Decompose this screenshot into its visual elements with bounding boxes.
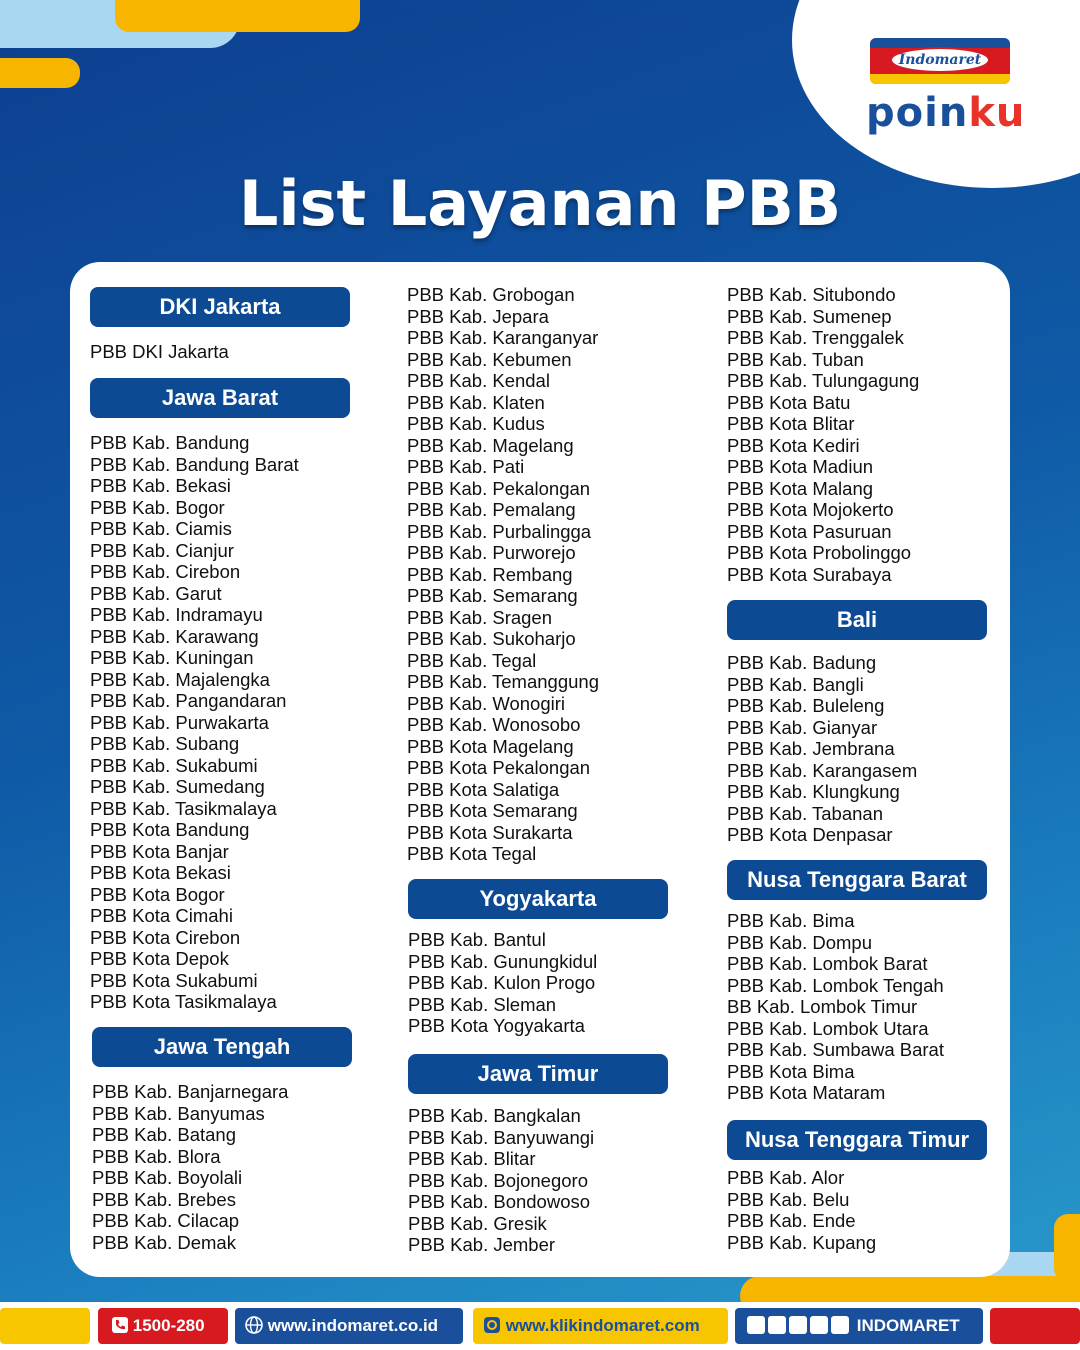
list-item: PBB Kab. Kuningan: [90, 647, 254, 668]
list-item: PBB Kab. Karanganyar: [407, 327, 599, 348]
social-media-bar[interactable]: INDOMARET: [735, 1308, 983, 1344]
list-item: PBB Kab. Sumedang: [90, 776, 265, 797]
decor-shape-yellow: [115, 0, 360, 32]
indomaret-logo: Indomaret: [870, 38, 1010, 84]
list-item: PBB Kab. Blora: [92, 1145, 221, 1167]
list-item: PBB Kab. Situbondo: [727, 284, 896, 305]
list-item: PBB Kab. Bogor: [90, 496, 225, 518]
region-list-dki: [90, 341, 229, 363]
phone-icon: [112, 1317, 128, 1333]
list-item: PBB Kab. Belu: [727, 1188, 850, 1210]
list-item: PBB Kab. Pemalang: [407, 499, 576, 520]
list-item: PBB Kota Banjar: [90, 840, 229, 862]
decor-shape-yellow-right: [1054, 1214, 1080, 1282]
list-item: PBB Kab. Sumbawa Barat: [727, 1039, 944, 1060]
region-heading-jawa-timur: Jawa Timur: [408, 1054, 668, 1094]
region-heading-jawa-barat: Jawa Barat: [90, 378, 350, 418]
footer-accent-right: [990, 1308, 1080, 1344]
list-item: PBB Kab. Kendal: [407, 370, 550, 391]
list-item: PBB Kota Magelang: [407, 735, 574, 757]
list-item: PBB Kab. Sukoharjo: [407, 628, 576, 649]
list-item: PBB Kab. Tasikmalaya: [90, 797, 277, 819]
footer-accent-left: [0, 1308, 90, 1344]
list-item: PBB Kota Madiun: [727, 456, 874, 477]
list-item: PBB Kab. Cianjur: [90, 539, 234, 561]
list-item: PBB Kab. Bekasi: [90, 475, 231, 496]
list-item: PBB Kab. Sukabumi: [90, 754, 258, 776]
region-list-jawa-tengah-a: [92, 1081, 288, 1253]
list-item: PBB Kab. Badung: [727, 652, 877, 673]
list-item: PBB Kab. Bima: [727, 910, 855, 931]
list-item: PBB Kab. Dompu: [727, 931, 872, 953]
list-item: PBB Kab. Cirebon: [90, 561, 241, 582]
list-item: PBB Kab. Lombok Barat: [727, 953, 928, 974]
list-item: PBB Kab. Grobogan: [407, 284, 575, 305]
region-list-ntt: [727, 1167, 876, 1253]
list-item: PBB Kota Tasikmalaya: [90, 991, 277, 1012]
list-item: PBB Kab. Jembrana: [727, 738, 895, 759]
page-title: List Layanan PBB: [238, 167, 842, 240]
list-item: PBB Kota Mojokerto: [727, 499, 894, 520]
list-item: PBB Kab. Gianyar: [727, 716, 878, 738]
list-item: PBB Kota Cimahi: [90, 905, 233, 926]
list-item: PBB Kab. Bantul: [408, 929, 546, 950]
region-list-bali: [727, 652, 917, 846]
list-item: PBB Kab. Karawang: [90, 625, 259, 647]
list-item: PBB Kab. Bangli: [727, 673, 864, 695]
list-item: PBB Kab. Purworejo: [407, 542, 576, 563]
list-item: PBB Kab. Kupang: [727, 1231, 877, 1253]
list-item: BB Kab. Lombok Timur: [727, 996, 918, 1017]
list-item: PBB Kab. Pangandaran: [90, 690, 287, 711]
list-item: PBB Kab. Kulon Progo: [408, 972, 596, 993]
list-item: PBB Kota Mataram: [727, 1082, 886, 1103]
facebook-icon[interactable]: [747, 1316, 765, 1334]
youtube-icon[interactable]: [810, 1316, 828, 1334]
list-item: PBB Kab. Klungkung: [727, 781, 900, 802]
list-item: PBB Kab. Gresik: [408, 1212, 547, 1234]
region-list-jawa-timur-b: [727, 284, 919, 585]
list-item: PBB Kota Bandung: [90, 819, 250, 840]
list-item: PBB Kota Cirebon: [90, 926, 241, 948]
list-item: PBB Kota Surabaya: [727, 563, 892, 585]
list-item: PBB Kab. Majalengka: [90, 668, 270, 690]
list-item: PBB Kota Bima: [727, 1060, 855, 1082]
list-item: PBB Kota Pekalongan: [407, 757, 591, 778]
list-item: PBB Kab. Banyuwangi: [408, 1126, 595, 1148]
list-item: PBB Kota Bekasi: [90, 862, 231, 883]
list-item: PBB Kab. Pati: [407, 456, 525, 477]
list-item: PBB Kab. Bangkalan: [408, 1105, 581, 1126]
list-item: PBB Kab. Banyumas: [92, 1102, 265, 1124]
list-item: PBB Kab. Subang: [90, 733, 240, 754]
list-item: PBB Kab. Brebes: [92, 1188, 236, 1210]
list-item: PBB Kab. Batang: [92, 1124, 236, 1145]
instagram-icon[interactable]: [789, 1316, 807, 1334]
list-item: PBB Kota Depok: [90, 948, 229, 969]
list-item: PBB Kota Tegal: [407, 843, 537, 864]
list-item: PBB Kota Sukabumi: [90, 969, 258, 991]
region-list-jawa-barat: [90, 432, 299, 1013]
list-item: PBB Kab. Banjarnegara: [92, 1081, 289, 1102]
region-heading-ntb: Nusa Tenggara Barat: [727, 860, 987, 900]
klikindomaret-link[interactable]: www.klikindomaret.com: [473, 1308, 728, 1344]
list-item: PBB Kota Denpasar: [727, 824, 893, 845]
list-item: PBB Kab. Wonogiri: [407, 692, 566, 714]
list-item: PBB Kota Probolinggo: [727, 542, 912, 563]
list-item: PBB Kota Salatiga: [407, 778, 560, 800]
region-heading-ntt: Nusa Tenggara Timur: [727, 1120, 987, 1160]
list-item: PBB Kab. Bandung Barat: [90, 453, 299, 475]
list-item: PBB Kab. Boyolali: [92, 1167, 243, 1188]
list-item: PBB Kab. Indramayu: [90, 604, 263, 625]
list-item: PBB Kab. Buleleng: [727, 695, 885, 716]
list-item: PBB Kab. Sleman: [408, 993, 557, 1015]
list-item: PBB Kab. Kudus: [407, 413, 545, 434]
list-item: PBB Kota Kediri: [727, 434, 860, 456]
list-item: PBB Kab. Blitar: [408, 1148, 536, 1169]
list-item: PBB Kab. Bojonegoro: [408, 1169, 588, 1191]
list-item: PBB Kab. Wonosobo: [407, 714, 581, 735]
list-item: PBB Kota Surakarta: [407, 821, 573, 843]
region-heading-jawa-tengah: Jawa Tengah: [92, 1027, 352, 1067]
list-item: PBB Kab. Tulungagung: [727, 370, 920, 391]
tiktok-icon[interactable]: [831, 1316, 849, 1334]
list-item: PBB Kab. Rembang: [407, 563, 573, 585]
list-item: PBB Kota Pasuruan: [727, 520, 892, 542]
x-icon[interactable]: [768, 1316, 786, 1334]
list-item: PBB Kab. Alor: [727, 1167, 845, 1188]
globe-icon: [245, 1316, 263, 1334]
list-item: PBB Kab. Purwakarta: [90, 711, 269, 733]
region-list-yogyakarta: [408, 929, 597, 1037]
list-item: PBB Kab. Lombok Utara: [727, 1017, 929, 1039]
list-item: PBB Kab. Sumenep: [727, 305, 892, 327]
list-item: PBB Kab. Tuban: [727, 348, 864, 370]
list-item: PBB Kab. Garut: [90, 582, 222, 604]
list-item: PBB Kab. Tegal: [407, 649, 537, 671]
list-item: PBB Kab. Trenggalek: [727, 327, 904, 348]
list-item: PBB Kota Batu: [727, 391, 851, 413]
phone-contact[interactable]: 1500-280: [98, 1308, 228, 1344]
list-item: PBB Kab. Karangasem: [727, 759, 918, 781]
list-item: PBB Kab. Pekalongan: [407, 477, 591, 499]
list-item: PBB Kab. Jepara: [407, 305, 549, 327]
poinku-logo: poinku: [866, 90, 1026, 136]
list-item: PBB Kab. Jember: [408, 1234, 556, 1255]
list-item: PBB Kab. Demak: [92, 1231, 236, 1253]
list-item: PBB Kab. Tabanan: [727, 802, 884, 824]
website-link[interactable]: www.indomaret.co.id: [235, 1308, 463, 1344]
region-list-jawa-tengah-b: [407, 284, 599, 865]
list-item: PBB Kota Blitar: [727, 413, 855, 434]
list-item: PBB Kab. Ende: [727, 1210, 856, 1231]
decor-shape-yellow-small: [0, 58, 80, 88]
list-item: PBB Kab. Magelang: [407, 434, 574, 456]
list-item: PBB Kota Bogor: [90, 883, 225, 905]
list-item: PBB Kab. Klaten: [407, 391, 545, 413]
region-heading-yogyakarta: Yogyakarta: [408, 879, 668, 919]
list-item: PBB Kab. Gunungkidul: [408, 950, 598, 972]
list-item: PBB DKI Jakarta: [90, 341, 229, 362]
list-item: PBB Kab. Semarang: [407, 585, 578, 606]
list-item: PBB Kab. Kebumen: [407, 348, 572, 370]
region-list-ntb: [727, 910, 944, 1104]
list-item: PBB Kab. Purbalingga: [407, 520, 592, 542]
list-item: PBB Kota Malang: [727, 477, 874, 499]
list-item: PBB Kab. Sragen: [407, 606, 553, 628]
list-item: PBB Kab. Lombok Tengah: [727, 974, 944, 996]
region-heading-bali: Bali: [727, 600, 987, 640]
list-item: PBB Kab. Temanggung: [407, 671, 599, 692]
list-item: PBB Kab. Bandung: [90, 432, 250, 453]
list-item: PBB Kab. Ciamis: [90, 518, 232, 539]
shop-icon: [483, 1316, 501, 1334]
list-item: PBB Kota Yogyakarta: [408, 1015, 585, 1036]
region-heading-dki: DKI Jakarta: [90, 287, 350, 327]
region-list-jawa-timur-a: [408, 1105, 594, 1256]
list-item: PBB Kab. Cilacap: [92, 1210, 240, 1231]
list-item: PBB Kota Semarang: [407, 800, 578, 821]
list-item: PBB Kab. Bondowoso: [408, 1191, 591, 1212]
